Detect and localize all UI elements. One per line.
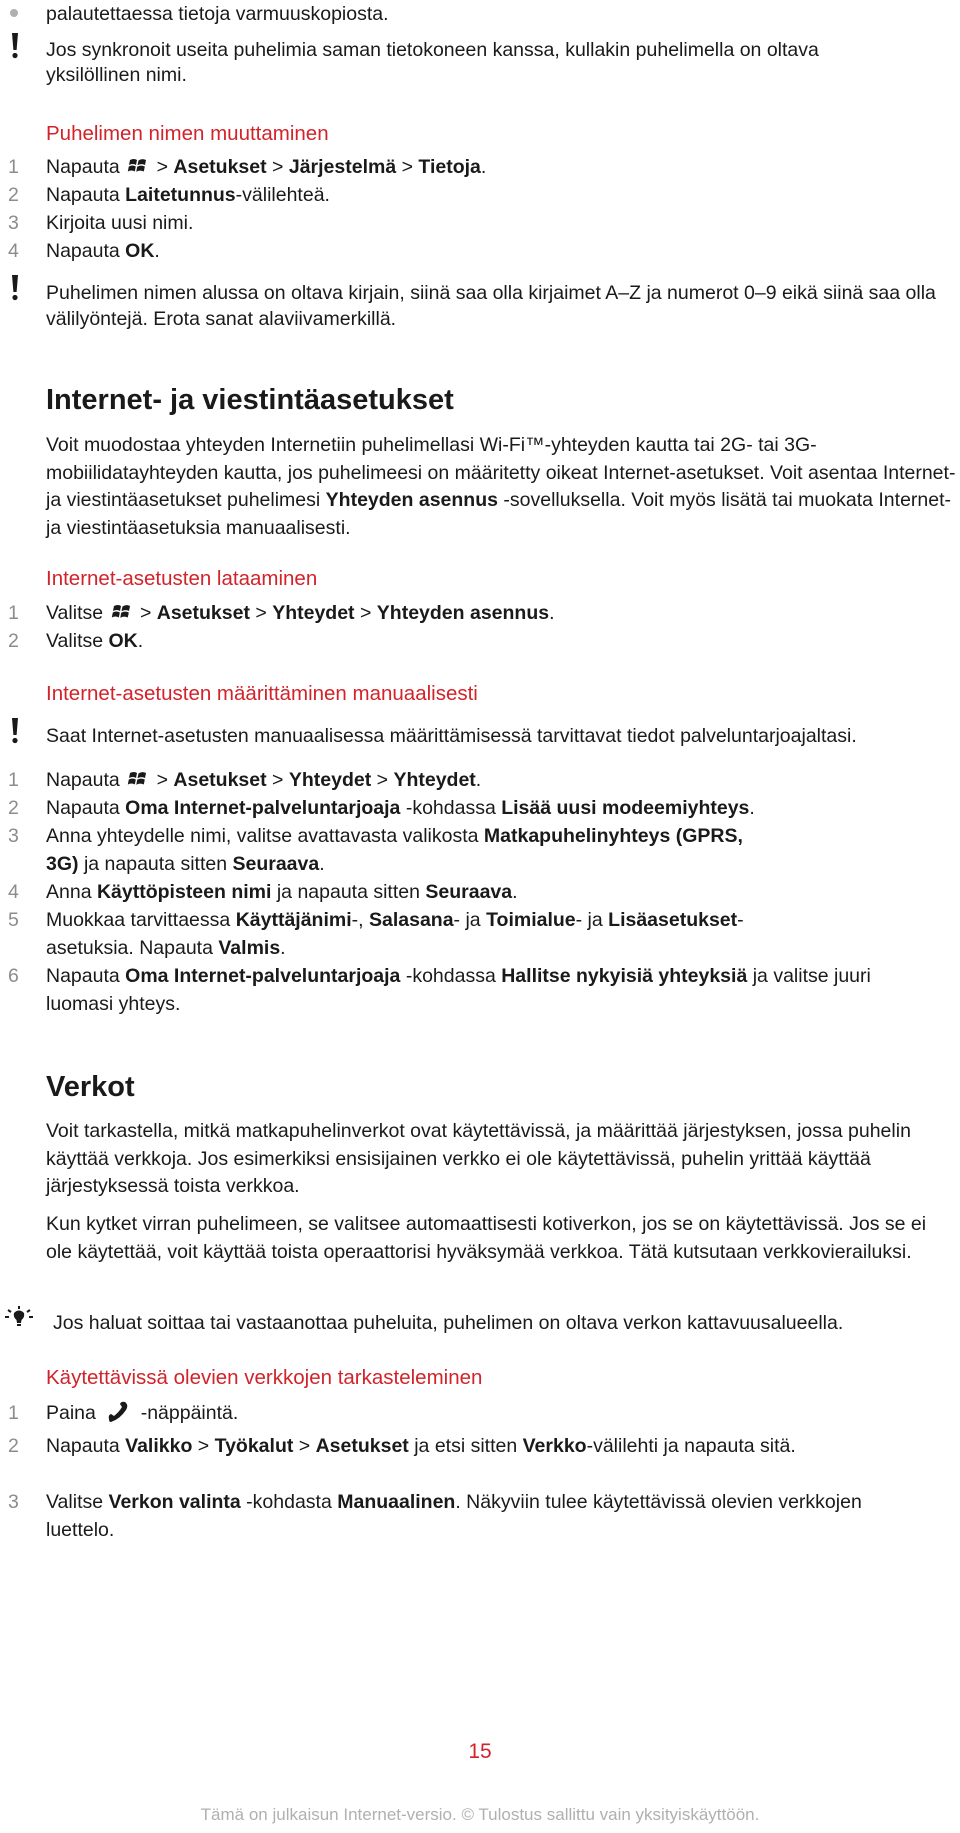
section-heading-view-networks: Käytettävissä olevien verkkojen tarkasteleminen: [46, 1366, 483, 1389]
step-number: 6: [8, 965, 19, 987]
step-text: Valitse OK.: [46, 630, 144, 652]
section-heading-download: Internet-asetusten lataaminen: [46, 567, 318, 590]
step-text: Valitse Verkon valinta -kohdasta Manuaalinen. Näkyviin tulee käytettävissä olevien verkkojen luettelo.: [46, 1491, 862, 1541]
step-text: Napauta Laitetunnus-välilehteä.: [46, 184, 330, 206]
section-title-networks: Verkot: [46, 1071, 135, 1103]
step-number: 1: [8, 156, 19, 178]
step-number: 2: [8, 630, 19, 652]
networks-paragraph-2: Kun kytket virran puhelimeen, se valitsee automaattisesti kotiverkon, jos se on käytettävissä. Jos se ei ole käytettää, voit käyttää toista operaattorisi hyväksymää verkkoa. Tätä kutsutaan verkkovierailuksi.: [46, 1213, 927, 1263]
warning-icon: [10, 33, 20, 59]
internet-intro-paragraph: Voit muodostaa yhteyden Internetiin puhelimellasi Wi-Fi™-yhteyden kautta tai 2G- tai 3G-mobiilidatayhteyden kautta, jos puhelimeesi on määritetty oikeat Internet-asetukset. Voit asentaa Internet- ja viestintäasetukset puhelimesi Yhteyden asennus -sovelluksella. Voit myös lisätä tai muokata Internet- ja viestintäasetuksia manuaalisesti.: [46, 434, 956, 539]
warning-text: Puhelimen nimen alussa on oltava kirjain, siinä saa olla kirjaimet A–Z ja numerot 0–9 eikä siinä saa olla välilyöntejä. Erota sanat alaviivamerkillä.: [46, 282, 936, 330]
step-number: 1: [8, 602, 19, 624]
step-text: Napauta > Asetukset > Järjestelmä > Tietoja.: [46, 156, 487, 178]
page-number: 15: [468, 1740, 492, 1763]
networks-paragraph-1: Voit tarkastella, mitkä matkapuhelinverkot ovat käytettävissä, ja määrittää järjestyksen, jossa puhelin käyttää verkkoja. Jos esimerkiksi ensisijainen verkko ei ole käytettävissä, puhelin yrittää käyttää järjestyksessä toista verkkoa.: [46, 1120, 911, 1197]
step-number: 3: [8, 212, 19, 234]
section-heading-manual: Internet-asetusten määrittäminen manuaalisesti: [46, 682, 478, 705]
section-title-internet: Internet- ja viestintäasetukset: [46, 384, 454, 416]
step-number: 5: [8, 909, 19, 931]
windows-start-icon: [111, 602, 133, 622]
step-text: Napauta OK.: [46, 240, 160, 262]
warning-icon: [10, 275, 20, 301]
tip-text: Jos haluat soittaa tai vastaanottaa puheluita, puhelimen on oltava verkon kattavuusalueella.: [53, 1312, 844, 1334]
step-number: 3: [8, 1491, 19, 1513]
step-text: Muokkaa tarvittaessa Käyttäjänimi-, Salasana- ja Toimialue- ja Lisäasetukset- asetuksia. Napauta Valmis.: [46, 909, 744, 959]
step-number: 2: [8, 1435, 19, 1457]
step-number: 3: [8, 825, 19, 847]
footer-note: Tämä on julkaisun Internet-versio. © Tulostus sallittu vain yksityiskäyttöön.: [200, 1805, 760, 1824]
step-text: Anna yhteydelle nimi, valitse avattavasta valikosta Matkapuhelinyhteys (GPRS, 3G) ja napauta sitten Seuraava.: [46, 825, 743, 875]
windows-start-icon: [127, 769, 149, 789]
warning-text: Saat Internet-asetusten manuaalisessa määrittämisessä tarvittavat tiedot palveluntarjoajaltasi.: [46, 725, 857, 747]
windows-start-icon: [127, 156, 149, 176]
step-text: Napauta > Asetukset > Yhteydet > Yhteydet.: [46, 769, 482, 791]
step-number: 4: [8, 240, 19, 262]
phone-call-icon: [105, 1401, 131, 1423]
step-text: Napauta Oma Internet-palveluntarjoaja -kohdassa Lisää uusi modeemiyhteys.: [46, 797, 755, 819]
warning-icon: [10, 718, 20, 744]
step-number: 2: [8, 184, 19, 206]
step-number: 4: [8, 881, 19, 903]
step-text: Anna Käyttöpisteen nimi ja napauta sitten Seuraava.: [46, 881, 518, 903]
step-number: 1: [8, 769, 19, 791]
section-heading-rename: Puhelimen nimen muuttaminen: [46, 122, 329, 145]
step-text: Kirjoita uusi nimi.: [46, 212, 194, 234]
step-text: Paina -näppäintä.: [46, 1402, 239, 1424]
step-text: Napauta Oma Internet-palveluntarjoaja -kohdassa Hallitse nykyisiä yhteyksiä ja valitse juuri luomasi yhteys.: [46, 965, 871, 1015]
step-number: 2: [8, 797, 19, 819]
step-text: Napauta Valikko > Työkalut > Asetukset ja etsi sitten Verkko-välilehti ja napauta sitä.: [46, 1435, 796, 1457]
bullet-icon: [10, 9, 18, 17]
step-number: 1: [8, 1402, 19, 1424]
step-text: Valitse > Asetukset > Yhteydet > Yhteyden asennus.: [46, 602, 555, 624]
tip-lightbulb-icon: [4, 1306, 34, 1338]
bullet-text: palautettaessa tietoja varmuuskopiosta.: [46, 3, 389, 25]
warning-text: Jos synkronoit useita puhelimia saman tietokoneen kanssa, kullakin puhelimella on oltava yksilöllinen nimi.: [46, 39, 819, 86]
